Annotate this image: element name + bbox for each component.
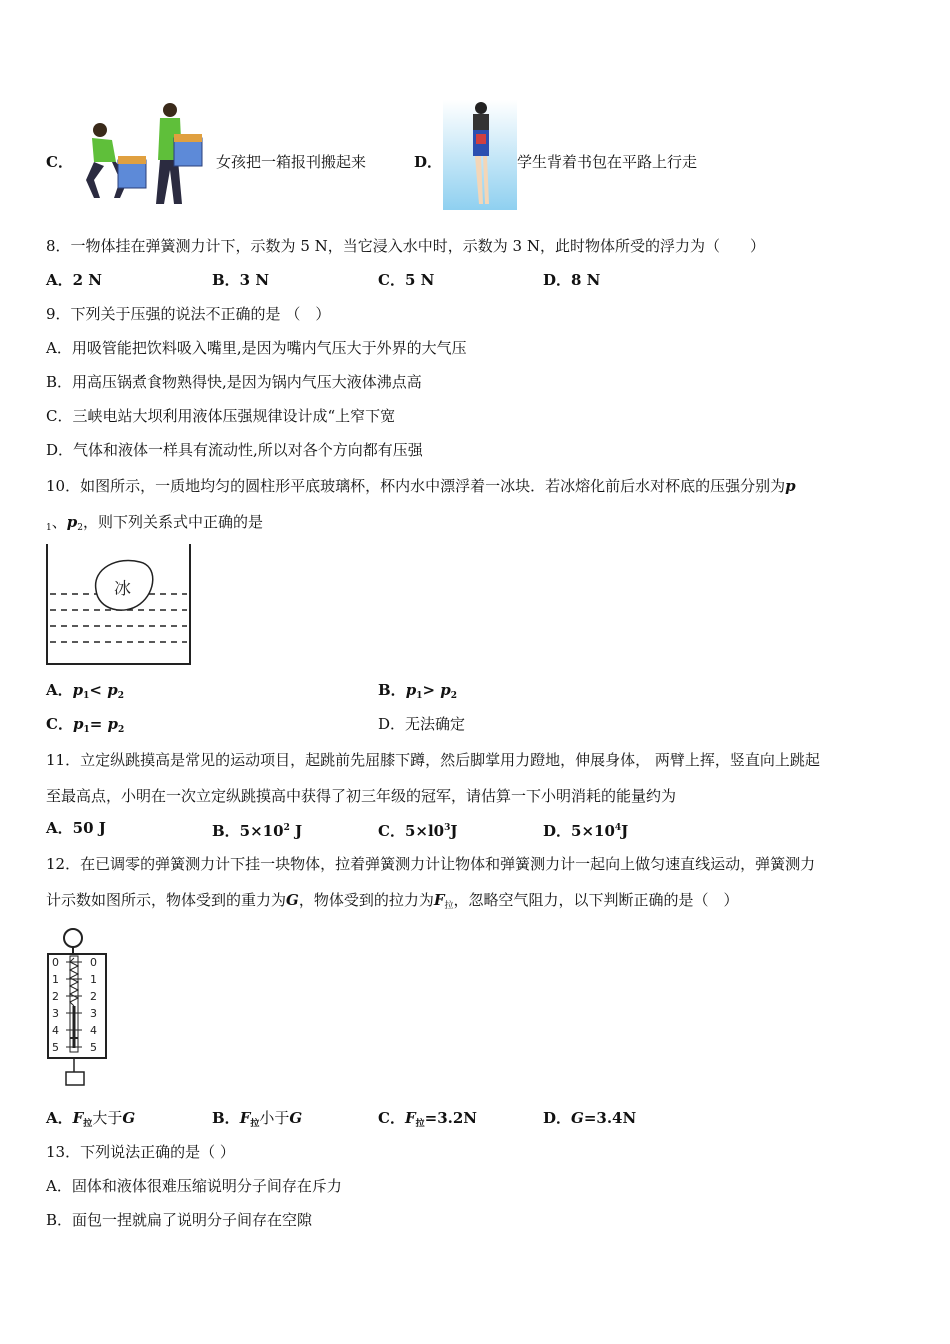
q11-option-d: D．$5\times 10^4J$ <box>543 822 629 840</box>
q12-option-b: B．$F_拉$小于G <box>212 1109 303 1129</box>
q12-option-d: D．G=3.4N <box>543 1109 637 1127</box>
scale-mark-left-0: 0 <box>52 956 59 969</box>
q10-stem-line2 <box>46 512 263 538</box>
q11-stem-line1: 11．立定纵跳摸高是常见的运动项目，起跳前先屈膝下蹲，然后脚掌用力蹬地，伸展身体， 两臂上挥，竖直向上跳起 <box>46 751 820 769</box>
q12-option-a: A．$F_拉$大于G <box>46 1109 136 1129</box>
q10-option-c: C．$p_1= p_2$ <box>46 715 125 735</box>
q9-stem: 9．下列关于压强的说法不正确的是 （ ） <box>46 305 331 323</box>
q12-stem-line2: 计示数如图所示，物体受到的重力为G，物体受到的拉力为$F_拉$，忽略空气阻力，以下判断正确的是（ ） <box>46 891 739 911</box>
q10-option-d: D．无法确定 <box>378 715 466 733</box>
q10-sub1: 1 <box>46 523 52 533</box>
q9-option-b: B．用高压锅煮食物熟得快,是因为锅内气压大液体沸点高 <box>46 373 422 391</box>
q10-p-var: p <box>785 477 796 495</box>
q7-option-d-label: D． <box>414 153 443 171</box>
q13-stem: 13．下列说法正确的是（ ） <box>46 1143 235 1161</box>
scale-mark-left-2: 2 <box>52 990 59 1003</box>
student-walking-figure <box>443 100 517 210</box>
q10-comma: 、 <box>51 513 67 531</box>
q7-option-c-text: 女孩把一箱报刊搬起来 <box>216 153 367 171</box>
scale-mark-right-4: 4 <box>90 1024 97 1037</box>
q12-option-c: C．$F_拉=3.2N$ <box>378 1109 478 1129</box>
q10-p2-var: p <box>66 513 78 531</box>
scale-mark-left-5: 5 <box>52 1041 59 1054</box>
scale-mark-left-1: 1 <box>52 973 59 986</box>
q11-option-c: C．$5\times l0^3J$ <box>378 822 458 840</box>
q11-stem-line2: 至最高点，小明在一次立定纵跳摸高中获得了初三年级的冠军，请估算一下小明消耗的能量约为 <box>46 787 677 805</box>
ice-label: 冰 <box>114 579 131 599</box>
q8-option-c: C．5 N <box>378 271 435 289</box>
q10-stem-rest: ，则下列关系式中正确的是 <box>82 513 263 531</box>
q8-option-a: A．2 N <box>46 271 103 289</box>
scale-mark-right-3: 3 <box>90 1007 97 1020</box>
q9-option-a: A．用吸管能把饮料吸入嘴里,是因为嘴内气压大于外界的大气压 <box>46 339 467 357</box>
glass-with-ice-figure <box>44 544 194 668</box>
q11-option-b: B．$5\times 10^2$ J <box>212 822 303 840</box>
scale-mark-right-5: 5 <box>90 1041 97 1054</box>
q8-stem: 8．一物体挂在弹簧测力计下，示数为 5 N，当它浸入水中时，示数为 3 N，此时物体所受的浮力为（ ） <box>46 237 765 255</box>
girl-lifting-box-figure <box>78 100 208 208</box>
q8-option-d: D．8 N <box>543 271 601 289</box>
scale-mark-left-3: 3 <box>52 1007 59 1020</box>
q13-option-a: A．固体和液体很难压缩说明分子间存在斥力 <box>46 1177 342 1195</box>
scale-mark-left-4: 4 <box>52 1024 59 1037</box>
scale-mark-right-2: 2 <box>90 990 97 1003</box>
q7-option-d-text: 学生背着书包在平路上行走 <box>517 153 698 171</box>
q10-option-a: A．$p_1< p_2$ <box>46 681 124 701</box>
q9-option-d: D．气体和液体一样具有流动性,所以对各个方向都有压强 <box>46 441 423 459</box>
q7-option-c-label: C． <box>46 153 73 171</box>
scale-mark-right-1: 1 <box>90 973 97 986</box>
q8-option-b: B．3 N <box>212 271 270 289</box>
scale-mark-right-0: 0 <box>90 956 97 969</box>
q10-sub2: 2 <box>77 523 83 533</box>
q10-stem-line1 <box>46 476 796 496</box>
q13-option-b: B．面包一捏就扁了说明分子间存在空隙 <box>46 1211 313 1229</box>
q9-option-c: C．三峡电站大坝利用液体压强规律设计成“上窄下宽 <box>46 407 396 425</box>
q10-stem-text: 10．如图所示，一质地均匀的圆柱形平底玻璃杯，杯内水中漂浮着一冰块．若冰熔化前后水对杯底的压强分别为 <box>46 477 786 495</box>
q11-option-a: A．50 J <box>46 819 106 837</box>
q12-stem-line1: 12．在已调零的弹簧测力计下挂一块物体，拉着弹簧测力计让物体和弹簧测力计一起向上做匀速直线运动，弹簧测力 <box>46 855 816 873</box>
q10-option-b: B．$p_1> p_2$ <box>378 681 458 701</box>
spring-scale-figure <box>44 926 110 1090</box>
